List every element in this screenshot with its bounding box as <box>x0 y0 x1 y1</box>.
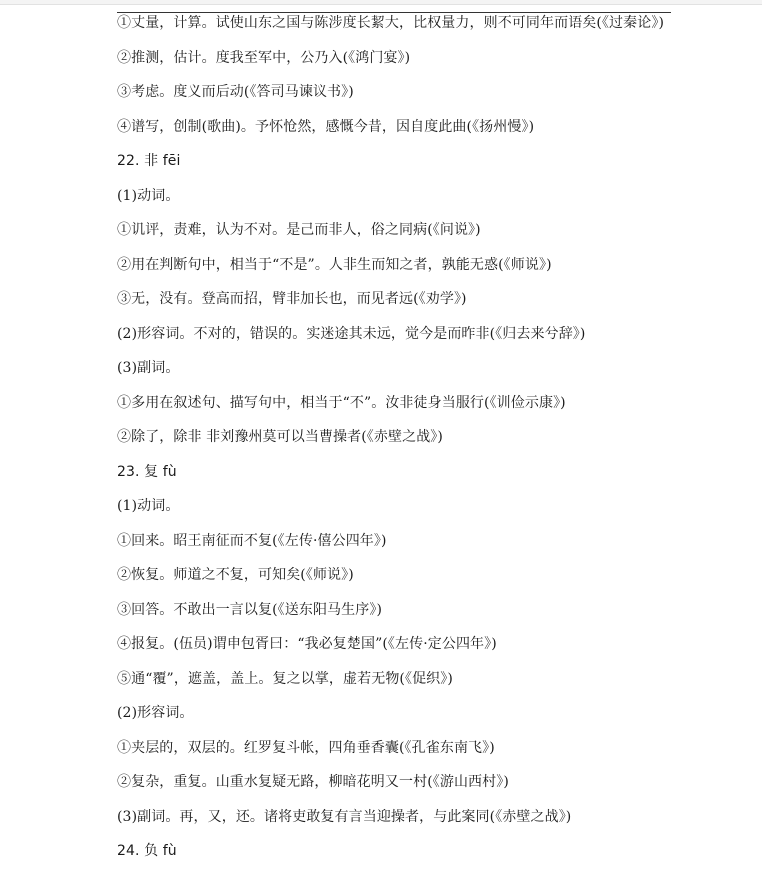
text-line: ④谱写，创制(歌曲)。予怀怆然，感慨今昔，因自度此曲(《扬州慢》) <box>117 118 535 135</box>
text-line: ⑤通“覆”，遮盖，盖上。复之以掌，虚若无物(《促织》) <box>117 670 453 687</box>
text-line: (1)动词。 <box>117 187 180 204</box>
text-line: ②用在判断句中，相当于“不是”。人非生而知之者，孰能无惑(《师说》) <box>117 256 552 273</box>
text-line: ②推测，估计。度我至军中，公乃入(《鸿门宴》) <box>117 49 411 66</box>
text-line: (2)形容词。 <box>117 705 194 721</box>
text-line: ②复杂，重复。山重水复疑无路，柳暗花明又一村(《游山西村》) <box>117 774 509 790</box>
entry-heading: 22. 非 fēi <box>117 153 181 169</box>
text-line: ④报复。(伍员)谓申包胥曰：“我必复楚国”(《左传·定公四年》) <box>117 636 497 652</box>
entry-heading: 24. 负 fù <box>117 843 177 859</box>
text-line: ②除了，除非 非刘豫州莫可以当曹操者(《赤壁之战》) <box>117 429 443 445</box>
page-top-border <box>0 0 762 5</box>
text-line: (2)形容词。不对的，错误的。实迷途其未远，觉今是而昨非(《归去来兮辞》) <box>117 325 586 342</box>
text-line: ①多用在叙述句、描写句中，相当于“不”。汝非徒身当服行(《训俭示康》) <box>117 394 566 411</box>
text-line: ①讥评，责难，认为不对。是己而非人，俗之同病(《问说》) <box>117 222 481 238</box>
text-line: (1)动词。 <box>117 498 180 514</box>
text-line: ③无，没有。登高而招，臂非加长也，而见者远(《劝学》) <box>117 291 467 307</box>
text-line: ①丈量，计算。试使山东之国与陈涉度长絜大，比权量力，则不可同年而语矣(《过秦论》) <box>117 15 665 31</box>
text-line: ①回来。昭王南征而不复(《左传·僖公四年》) <box>117 532 387 549</box>
text-line: ②恢复。师道之不复，可知矣(《师说》) <box>117 567 354 583</box>
entry-heading: 23. 复 fù <box>117 463 177 480</box>
text-line: ①夹层的，双层的。红罗复斗帐，四角垂香囊(《孔雀东南飞》) <box>117 739 495 756</box>
text-line: (3)副词。 <box>117 360 180 376</box>
text-line: ③回答。不敢出一言以复(《送东阳马生序》) <box>117 601 383 618</box>
dictionary-content <box>117 11 757 874</box>
text-line: ③考虑。度义而后动(《答司马谏议书》) <box>117 84 354 100</box>
text-line: (3)副词。再，又，还。诸将吏敢复有言当迎操者，与此案同(《赤壁之战》) <box>117 808 572 825</box>
